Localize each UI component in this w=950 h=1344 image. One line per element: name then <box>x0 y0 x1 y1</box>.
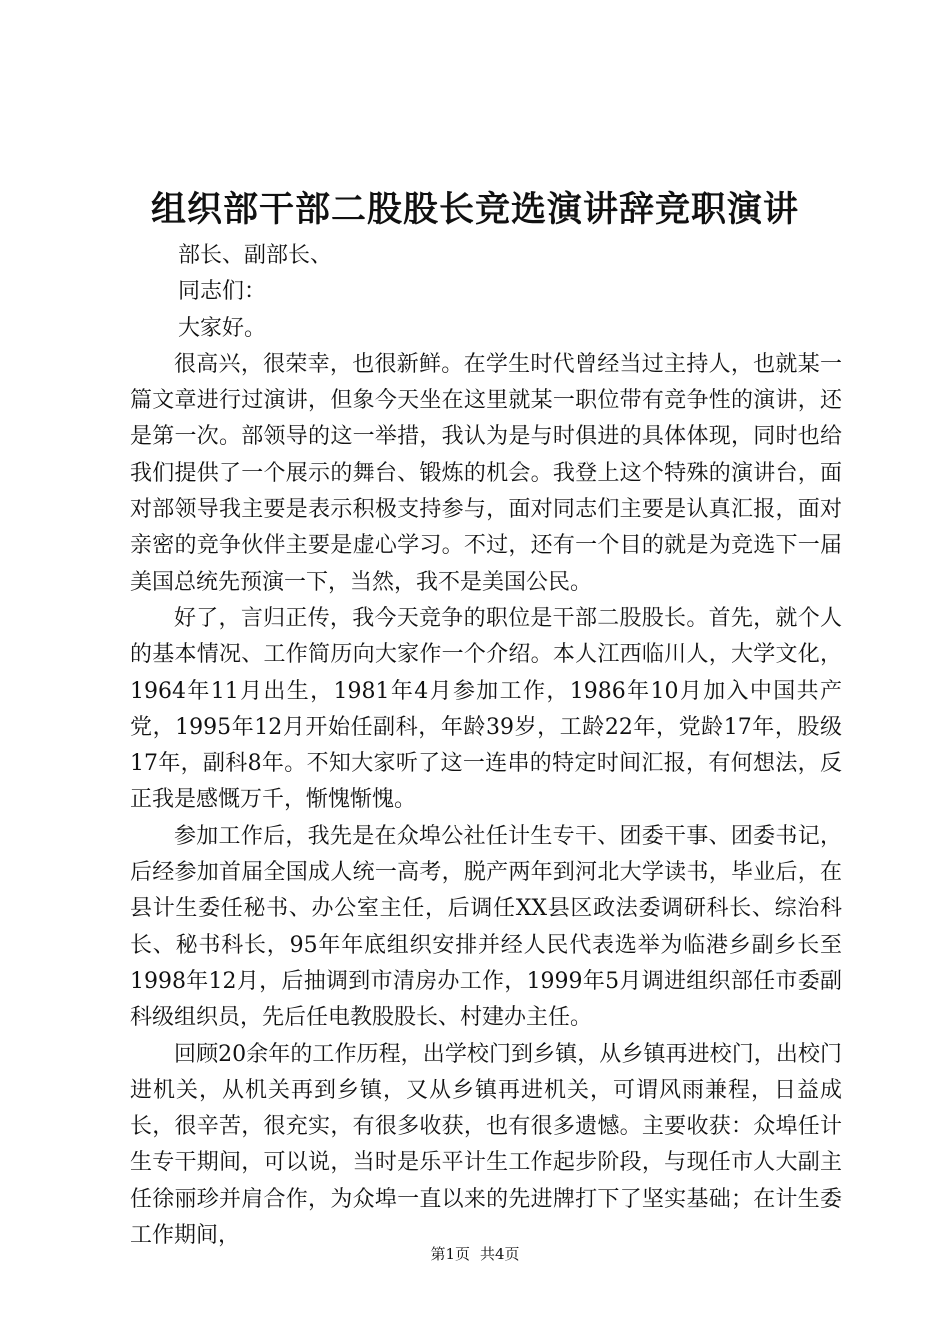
page-footer <box>0 1243 950 1265</box>
page-number-current: 第1页 <box>430 1245 470 1263</box>
salutation-comrades: 同志们： <box>178 279 267 305</box>
salutation-leaders: 部长、副部长、 <box>178 243 333 268</box>
paragraph-opening: 很高兴，很荣幸，也很新鲜。在学生时代曾经当过主持人，也就某一篇文章进行过演讲，但象今天坐在这里就某一职位带有竞争性的演讲，还是第一次。部领导的这一举措，我认为是与时俱进的具体体现，同时也给我们提供了一个展示的舞台、锻炼的机会。我登上这个特殊的演讲台，面对部领导我主要是表示积极支持参与，面对同志们主要是认真汇报，面对亲密的竞争伙伴主要是虚心学习。不过，还有一个目的就是为竞选下一届美国总统先预演一下，当然，我不是美国公民。 <box>130 351 842 595</box>
page-number-total: 共4页 <box>480 1245 520 1263</box>
document-title: 组织部干部二股股长竞选演讲辞竞职演讲 <box>150 189 799 230</box>
paragraph-personal-info: 好了，言归正传，我今天竞争的职位是干部二股股长。首先，就个人的基本情况、工作简历向大家作一个介绍。本人江西临川人，大学文化，1964年11月出生，1981年4月参加工作，1986年10月加入中国共产党，1995年12月开始任副科，年龄39岁，工龄22年，党龄17年，股级17年，副科8年。不知大家听了这一连串的特定时间汇报，有何想法，反正我是感慨万千，惭愧惭愧。 <box>130 605 842 813</box>
document-body <box>130 238 842 1254</box>
paragraph-work-history: 参加工作后，我先是在众埠公社任计生专干、团委干事、团委书记，后经参加首届全国成人统一高考，脱产两年到河北大学读书，毕业后，在县计生委任秘书、办公室主任，后调任XX县区政法委调研科长、综治科长、秘书科长，95年年底组织安排并经人民代表选举为临港乡副乡长至1998年12月，后抽调到市清房办工作，1999年5月调进组织部任市委副科级组织员，先后任电教股股长、村建办主任。 <box>130 823 842 1031</box>
salutation-greeting: 大家好。 <box>178 315 267 341</box>
paragraph-review: 回顾20余年的工作历程，出学校门到乡镇，从乡镇再进校门，出校门进机关，从机关再到乡镇，又从乡镇再进机关，可谓风雨兼程，日益成长，很辛苦，很充实，有很多收获，也有很多遗憾。主要收获：众埠任计生专干期间，可以说，当时是乐平计生工作起步阶段，与现任市人大副主任徐丽珍并肩合作，为众埠一直以来的先进牌打下了坚实基础；在计生委工作期间， <box>130 1041 842 1249</box>
